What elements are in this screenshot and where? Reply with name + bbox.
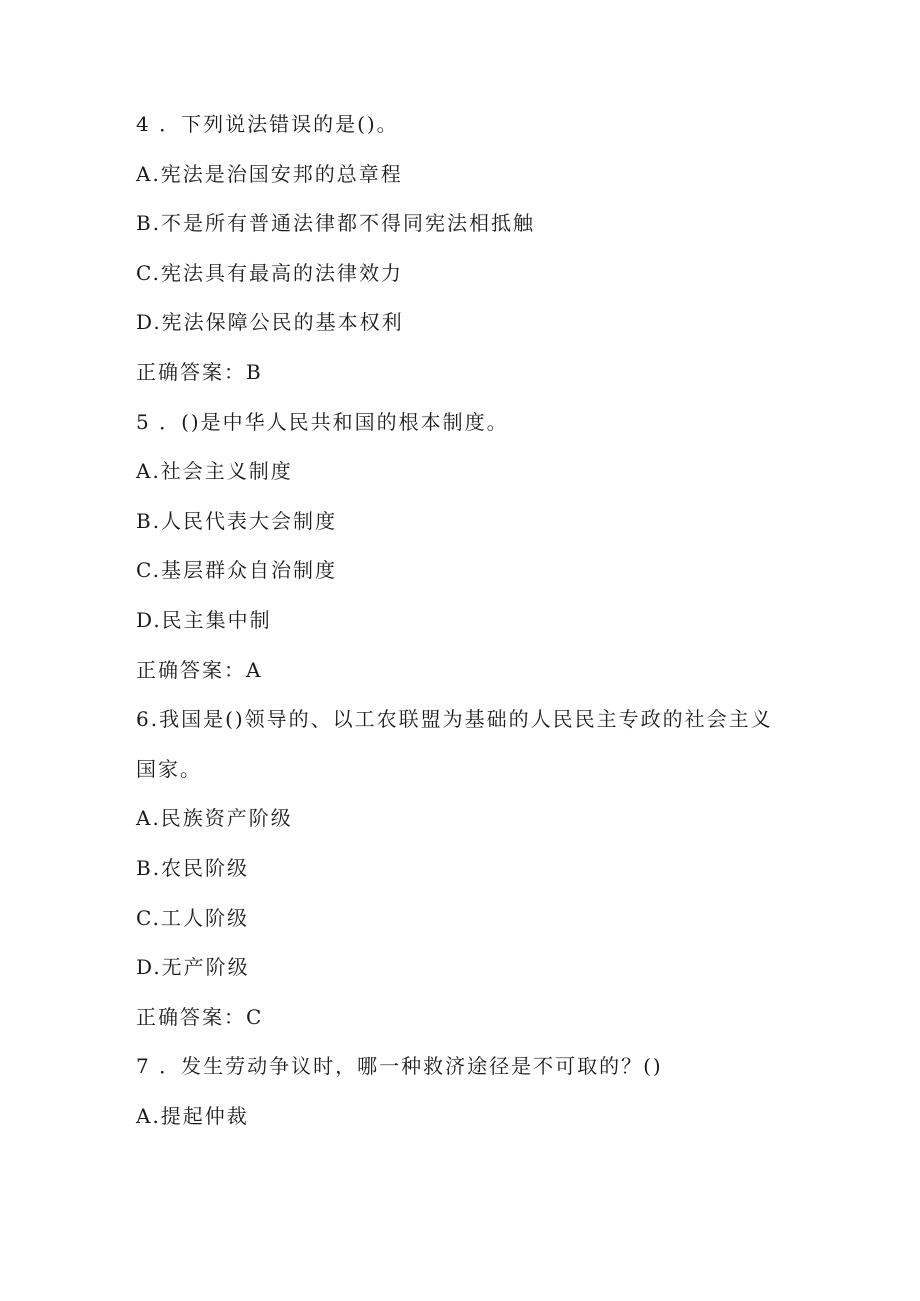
question-6-stem-line-2: 国家。: [136, 756, 202, 781]
question-4-option-b: B.不是所有普通法律都不得同宪法相抵触: [136, 211, 536, 236]
question-6-option-a: A.民族资产阶级: [136, 806, 293, 831]
question-6-answer: 正确答案：C: [136, 1004, 264, 1029]
question-4-option-c: C.宪法具有最高的法律效力: [136, 260, 403, 285]
question-7-stem: 7 ．发生劳动争议时，哪一种救济途径是不可取的？(): [136, 1054, 663, 1079]
question-6-stem-line-1: 6.我国是()领导的、以工农联盟为基础的人民民主专政的社会主义: [136, 707, 773, 732]
question-4-answer: 正确答案：B: [136, 359, 263, 384]
question-6-option-c: C.工人阶级: [136, 905, 249, 930]
question-5-answer: 正确答案：A: [136, 657, 263, 682]
question-4-stem: 4 ．下列说法错误的是()。: [136, 112, 399, 136]
question-7-option-a: A.提起仲裁: [136, 1103, 249, 1128]
question-5-option-a: A.社会主义制度: [136, 459, 293, 484]
question-list: [136, 112, 786, 1153]
question-4-option-a: A.宪法是治国安邦的总章程: [136, 161, 403, 186]
question-5-stem: 5 ．()是中华人民共和国的根本制度。: [136, 409, 509, 434]
question-4-option-d: D.宪法保障公民的基本权利: [136, 310, 404, 335]
question-6-option-d: D.无产阶级: [136, 955, 250, 980]
question-5-option-d: D.民主集中制: [136, 607, 272, 632]
question-5-option-b: B.人民代表大会制度: [136, 508, 338, 533]
question-5-option-c: C.基层群众自治制度: [136, 558, 337, 583]
question-6-option-b: B.农民阶级: [136, 855, 250, 880]
